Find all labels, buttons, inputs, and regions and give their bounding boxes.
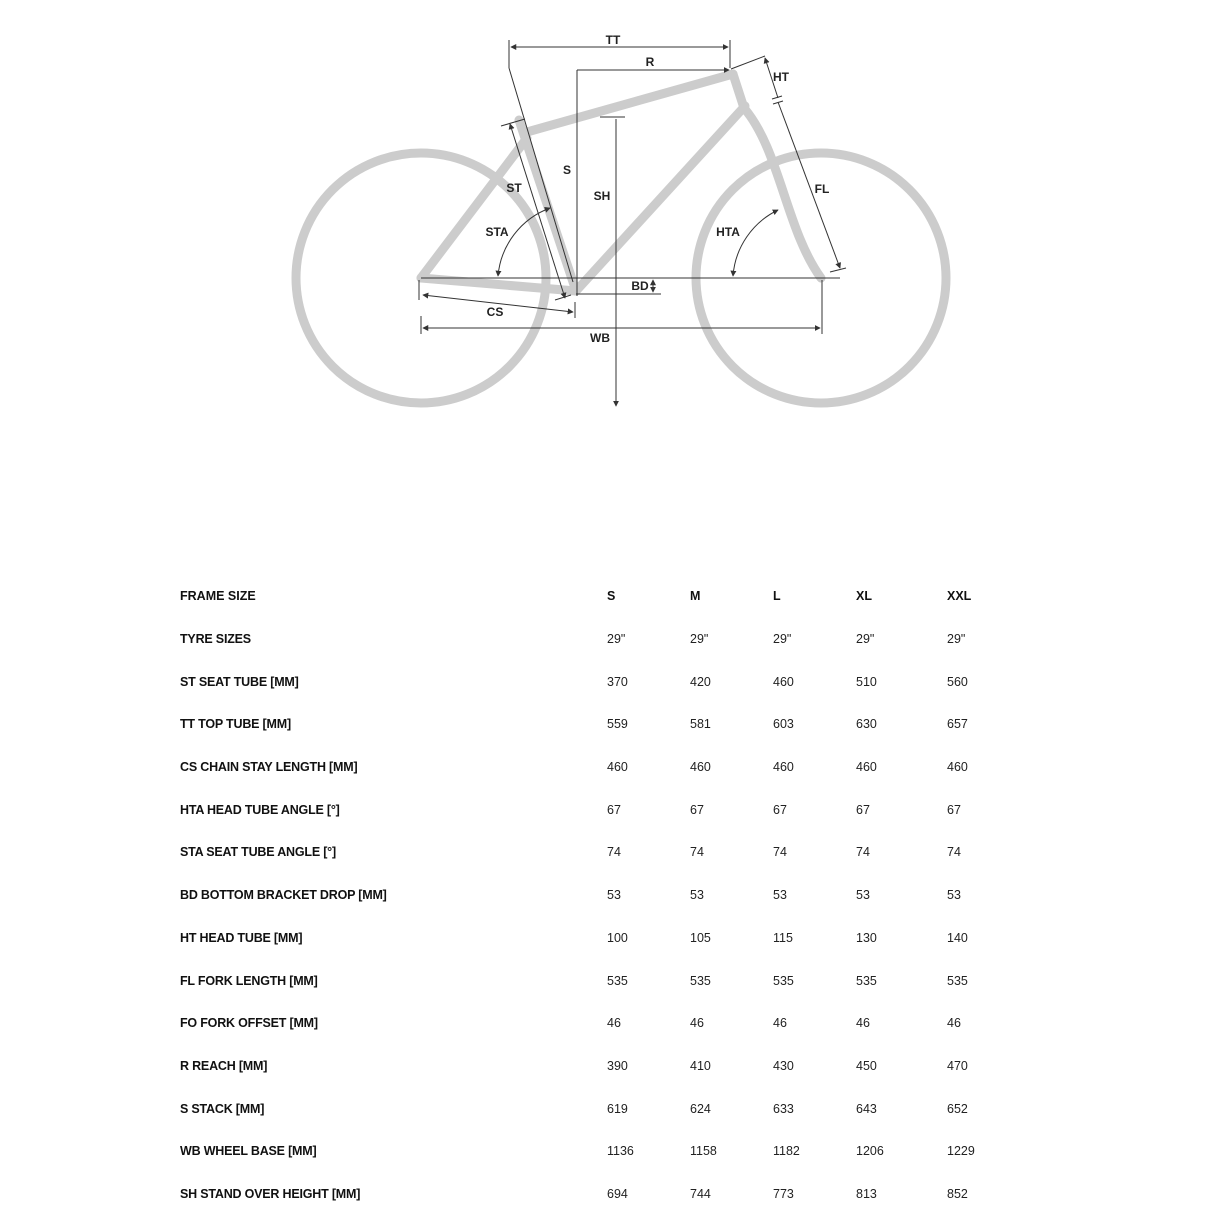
row-value: 581 <box>690 717 711 732</box>
header-size: S <box>607 589 616 604</box>
row-value: 460 <box>607 760 628 775</box>
row-value: 619 <box>607 1101 628 1116</box>
label-r: R <box>645 55 655 69</box>
header-size: XL <box>856 589 872 604</box>
table-row <box>180 831 1007 874</box>
row-value: 53 <box>856 888 870 903</box>
label-cs: CS <box>486 305 504 319</box>
row-label: STA SEAT TUBE ANGLE [°] <box>180 845 336 860</box>
row-label: R REACH [MM] <box>180 1058 268 1073</box>
row-value: 74 <box>690 845 704 860</box>
row-value: 652 <box>947 1101 968 1116</box>
label-hta: HTA <box>716 225 740 239</box>
row-value: 67 <box>947 802 961 817</box>
row-value: 53 <box>690 888 704 903</box>
row-value: 67 <box>856 802 870 817</box>
row-value: 430 <box>773 1058 794 1073</box>
row-value: 67 <box>607 802 621 817</box>
row-value: 115 <box>773 930 793 945</box>
row-value: 29" <box>856 632 875 647</box>
row-value: 1229 <box>947 1144 975 1159</box>
row-value: 460 <box>773 760 794 775</box>
row-value: 657 <box>947 717 968 732</box>
row-value: 74 <box>773 845 787 860</box>
row-value: 420 <box>690 674 711 689</box>
geometry-table <box>180 575 1007 1215</box>
table-row <box>180 618 1007 661</box>
table-row <box>180 1130 1007 1173</box>
table-row <box>180 703 1007 746</box>
row-value: 29" <box>773 632 792 647</box>
row-value: 67 <box>690 802 704 817</box>
row-label: FL FORK LENGTH [MM] <box>180 973 318 988</box>
row-value: 74 <box>856 845 870 860</box>
table-row <box>180 746 1007 789</box>
table-row <box>180 1173 1007 1215</box>
row-value: 105 <box>690 930 711 945</box>
row-value: 460 <box>947 760 968 775</box>
row-label: HT HEAD TUBE [MM] <box>180 930 303 945</box>
row-value: 29" <box>947 632 966 647</box>
row-value: 46 <box>856 1016 870 1031</box>
row-value: 694 <box>607 1186 628 1201</box>
row-value: 603 <box>773 717 794 732</box>
row-value: 53 <box>947 888 961 903</box>
row-label: FO FORK OFFSET [MM] <box>180 1016 318 1031</box>
row-value: 46 <box>947 1016 961 1031</box>
header-size: L <box>773 589 781 604</box>
table-row <box>180 788 1007 831</box>
row-value: 1158 <box>690 1144 717 1159</box>
row-value: 100 <box>607 930 628 945</box>
table-row <box>180 959 1007 1002</box>
row-value: 559 <box>607 717 628 732</box>
row-value: 450 <box>856 1058 877 1073</box>
label-fl: FL <box>814 182 830 196</box>
table-row <box>180 1002 1007 1045</box>
row-value: 535 <box>856 973 877 988</box>
row-value: 53 <box>773 888 787 903</box>
row-value: 1206 <box>856 1144 884 1159</box>
bike-geometry-diagram <box>0 0 1206 440</box>
row-value: 535 <box>773 973 794 988</box>
table-row <box>180 660 1007 703</box>
row-label: BD BOTTOM BRACKET DROP [MM] <box>180 888 387 903</box>
row-value: 1182 <box>773 1144 800 1159</box>
row-value: 29" <box>690 632 709 647</box>
row-value: 130 <box>856 930 877 945</box>
table-row <box>180 874 1007 917</box>
row-value: 624 <box>690 1101 711 1116</box>
row-value: 46 <box>607 1016 621 1031</box>
row-value: 535 <box>947 973 968 988</box>
row-value: 630 <box>856 717 877 732</box>
row-value: 643 <box>856 1101 877 1116</box>
row-value: 460 <box>856 760 877 775</box>
row-value: 46 <box>690 1016 704 1031</box>
row-value: 410 <box>690 1058 711 1073</box>
row-value: 53 <box>607 888 621 903</box>
row-value: 460 <box>690 760 711 775</box>
row-value: 46 <box>773 1016 787 1031</box>
header-size: XXL <box>947 589 972 604</box>
table-row <box>180 1045 1007 1088</box>
row-value: 67 <box>773 802 787 817</box>
label-ht: HT <box>773 70 789 84</box>
label-sh: SH <box>593 189 611 203</box>
label-st: ST <box>506 181 522 195</box>
header-frame-size: FRAME SIZE <box>180 589 256 604</box>
header-size: M <box>690 589 701 604</box>
row-value: 470 <box>947 1058 968 1073</box>
label-wb: WB <box>590 331 610 345</box>
row-value: 460 <box>773 674 794 689</box>
row-value: 140 <box>947 930 968 945</box>
row-label: CS CHAIN STAY LENGTH [MM] <box>180 760 358 775</box>
row-value: 74 <box>607 845 621 860</box>
row-value: 813 <box>856 1186 877 1201</box>
row-value: 535 <box>690 973 711 988</box>
row-value: 1136 <box>607 1144 634 1159</box>
label-sta: STA <box>485 225 509 239</box>
label-tt: TT <box>605 33 621 47</box>
table-row <box>180 1087 1007 1130</box>
row-value: 370 <box>607 674 628 689</box>
row-value: 560 <box>947 674 968 689</box>
table-header-row <box>180 575 1007 618</box>
row-label: S STACK [MM] <box>180 1101 265 1116</box>
row-value: 744 <box>690 1186 711 1201</box>
label-s: S <box>562 163 572 177</box>
label-bd: BD <box>631 279 649 293</box>
row-value: 633 <box>773 1101 794 1116</box>
row-value: 390 <box>607 1058 628 1073</box>
row-value: 852 <box>947 1186 968 1201</box>
row-value: 510 <box>856 674 877 689</box>
row-label: SH STAND OVER HEIGHT [MM] <box>180 1186 361 1201</box>
row-label: TYRE SIZES <box>180 632 251 647</box>
row-value: 535 <box>607 973 628 988</box>
row-label: WB WHEEL BASE [MM] <box>180 1144 317 1159</box>
row-label: TT TOP TUBE [MM] <box>180 717 291 732</box>
table-row <box>180 917 1007 960</box>
row-value: 29" <box>607 632 626 647</box>
row-value: 773 <box>773 1186 794 1201</box>
row-label: ST SEAT TUBE [MM] <box>180 674 299 689</box>
row-value: 74 <box>947 845 961 860</box>
bike-frame <box>421 74 821 291</box>
row-label: HTA HEAD TUBE ANGLE [°] <box>180 802 340 817</box>
